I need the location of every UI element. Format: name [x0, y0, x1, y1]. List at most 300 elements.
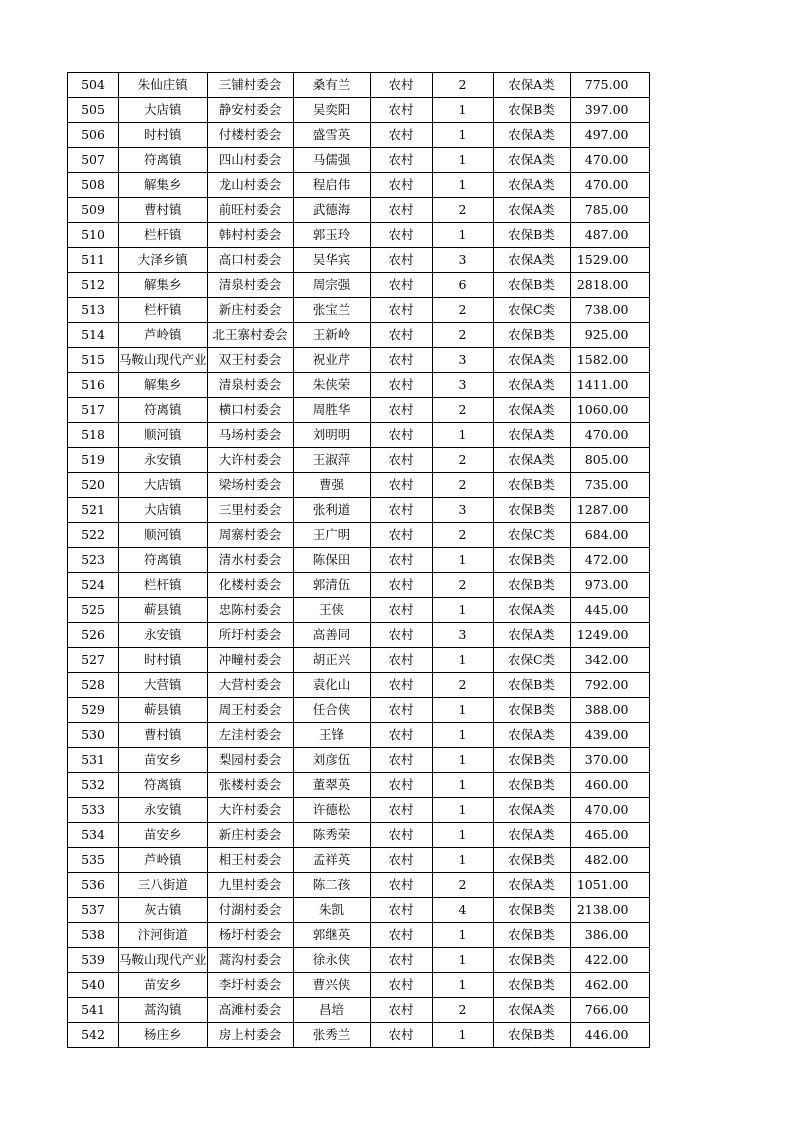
row-number-cell: 520 [68, 473, 119, 498]
township-cell: 永安镇 [119, 448, 208, 473]
person-name-cell: 许德松 [293, 798, 370, 823]
insurance-category-cell: 农保B类 [493, 898, 570, 923]
amount-cell: 460.00 [570, 773, 649, 798]
person-name-cell: 陈二孩 [293, 873, 370, 898]
household-size-cell: 3 [432, 498, 493, 523]
amount-cell: 370.00 [570, 748, 649, 773]
area-type-cell: 农村 [370, 123, 432, 148]
township-cell: 符离镇 [119, 548, 208, 573]
person-name-cell: 袁化山 [293, 673, 370, 698]
area-type-cell: 农村 [370, 398, 432, 423]
relief-roster-table [67, 72, 650, 1048]
table-row [68, 998, 650, 1023]
area-type-cell: 农村 [370, 348, 432, 373]
household-size-cell: 2 [432, 323, 493, 348]
household-size-cell: 1 [432, 648, 493, 673]
row-number-cell: 513 [68, 298, 119, 323]
table-row [68, 73, 650, 98]
village-committee-cell: 新庄村委会 [207, 823, 293, 848]
table-row [68, 898, 650, 923]
township-cell: 蕲县镇 [119, 698, 208, 723]
insurance-category-cell: 农保C类 [493, 523, 570, 548]
household-size-cell: 2 [432, 523, 493, 548]
person-name-cell: 董翠英 [293, 773, 370, 798]
person-name-cell: 张宝兰 [293, 298, 370, 323]
row-number-cell: 516 [68, 373, 119, 398]
area-type-cell: 农村 [370, 748, 432, 773]
person-name-cell: 昌培 [293, 998, 370, 1023]
amount-cell: 397.00 [570, 98, 649, 123]
household-size-cell: 2 [432, 398, 493, 423]
village-committee-cell: 张楼村委会 [207, 773, 293, 798]
table-row [68, 323, 650, 348]
township-cell: 时村镇 [119, 123, 208, 148]
person-name-cell: 周胜华 [293, 398, 370, 423]
village-committee-cell: 清泉村委会 [207, 273, 293, 298]
table-row [68, 823, 650, 848]
insurance-category-cell: 农保B类 [493, 498, 570, 523]
village-committee-cell: 三铺村委会 [207, 73, 293, 98]
row-number-cell: 509 [68, 198, 119, 223]
household-size-cell: 1 [432, 598, 493, 623]
person-name-cell: 王侠 [293, 598, 370, 623]
household-size-cell: 1 [432, 748, 493, 773]
amount-cell: 1249.00 [570, 623, 649, 648]
row-number-cell: 518 [68, 423, 119, 448]
village-committee-cell: 相王村委会 [207, 848, 293, 873]
area-type-cell: 农村 [370, 798, 432, 823]
table-row [68, 973, 650, 998]
person-name-cell: 吴奕阳 [293, 98, 370, 123]
row-number-cell: 539 [68, 948, 119, 973]
area-type-cell: 农村 [370, 923, 432, 948]
amount-cell: 462.00 [570, 973, 649, 998]
township-cell: 顺河镇 [119, 523, 208, 548]
person-name-cell: 王广明 [293, 523, 370, 548]
table-row [68, 373, 650, 398]
row-number-cell: 522 [68, 523, 119, 548]
village-committee-cell: 周寨村委会 [207, 523, 293, 548]
household-size-cell: 1 [432, 423, 493, 448]
household-size-cell: 1 [432, 773, 493, 798]
insurance-category-cell: 农保B类 [493, 273, 570, 298]
person-name-cell: 周宗强 [293, 273, 370, 298]
household-size-cell: 2 [432, 998, 493, 1023]
insurance-category-cell: 农保B类 [493, 548, 570, 573]
area-type-cell: 农村 [370, 898, 432, 923]
village-committee-cell: 大许村委会 [207, 798, 293, 823]
table-row [68, 673, 650, 698]
table-row [68, 398, 650, 423]
row-number-cell: 510 [68, 223, 119, 248]
row-number-cell: 524 [68, 573, 119, 598]
amount-cell: 1060.00 [570, 398, 649, 423]
area-type-cell: 农村 [370, 473, 432, 498]
township-cell: 大店镇 [119, 473, 208, 498]
village-committee-cell: 杨圩村委会 [207, 923, 293, 948]
table-row [68, 723, 650, 748]
village-committee-cell: 三里村委会 [207, 498, 293, 523]
insurance-category-cell: 农保B类 [493, 223, 570, 248]
household-size-cell: 1 [432, 723, 493, 748]
household-size-cell: 1 [432, 173, 493, 198]
household-size-cell: 3 [432, 623, 493, 648]
area-type-cell: 农村 [370, 698, 432, 723]
amount-cell: 775.00 [570, 73, 649, 98]
person-name-cell: 刘明明 [293, 423, 370, 448]
household-size-cell: 2 [432, 673, 493, 698]
village-committee-cell: 李圩村委会 [207, 973, 293, 998]
amount-cell: 482.00 [570, 848, 649, 873]
household-size-cell: 2 [432, 198, 493, 223]
area-type-cell: 农村 [370, 498, 432, 523]
amount-cell: 465.00 [570, 823, 649, 848]
row-number-cell: 507 [68, 148, 119, 173]
village-committee-cell: 横口村委会 [207, 398, 293, 423]
amount-cell: 1287.00 [570, 498, 649, 523]
table-row [68, 123, 650, 148]
amount-cell: 925.00 [570, 323, 649, 348]
person-name-cell: 盛雪英 [293, 123, 370, 148]
township-cell: 大营镇 [119, 673, 208, 698]
person-name-cell: 郭继英 [293, 923, 370, 948]
person-name-cell: 祝业芹 [293, 348, 370, 373]
insurance-category-cell: 农保A类 [493, 73, 570, 98]
row-number-cell: 535 [68, 848, 119, 873]
village-committee-cell: 化楼村委会 [207, 573, 293, 598]
village-committee-cell: 梨园村委会 [207, 748, 293, 773]
household-size-cell: 1 [432, 798, 493, 823]
township-cell: 栏杆镇 [119, 573, 208, 598]
person-name-cell: 陈秀荣 [293, 823, 370, 848]
person-name-cell: 曹强 [293, 473, 370, 498]
insurance-category-cell: 农保B类 [493, 573, 570, 598]
row-number-cell: 517 [68, 398, 119, 423]
table-row [68, 248, 650, 273]
table-body [68, 73, 650, 1048]
amount-cell: 735.00 [570, 473, 649, 498]
village-committee-cell: 付湖村委会 [207, 898, 293, 923]
insurance-category-cell: 农保A类 [493, 448, 570, 473]
village-committee-cell: 付楼村委会 [207, 123, 293, 148]
township-cell: 永安镇 [119, 623, 208, 648]
household-size-cell: 1 [432, 923, 493, 948]
insurance-category-cell: 农保A类 [493, 398, 570, 423]
area-type-cell: 农村 [370, 773, 432, 798]
table-row [68, 173, 650, 198]
insurance-category-cell: 农保A类 [493, 998, 570, 1023]
row-number-cell: 532 [68, 773, 119, 798]
household-size-cell: 2 [432, 573, 493, 598]
table-row [68, 848, 650, 873]
amount-cell: 738.00 [570, 298, 649, 323]
village-committee-cell: 前旺村委会 [207, 198, 293, 223]
household-size-cell: 2 [432, 873, 493, 898]
area-type-cell: 农村 [370, 98, 432, 123]
person-name-cell: 王锋 [293, 723, 370, 748]
township-cell: 解集乡 [119, 273, 208, 298]
area-type-cell: 农村 [370, 823, 432, 848]
table-row [68, 523, 650, 548]
township-cell: 大店镇 [119, 98, 208, 123]
row-number-cell: 515 [68, 348, 119, 373]
area-type-cell: 农村 [370, 273, 432, 298]
township-cell: 大店镇 [119, 498, 208, 523]
area-type-cell: 农村 [370, 198, 432, 223]
person-name-cell: 郭清伍 [293, 573, 370, 598]
row-number-cell: 531 [68, 748, 119, 773]
person-name-cell: 徐永侠 [293, 948, 370, 973]
amount-cell: 470.00 [570, 148, 649, 173]
table-row [68, 273, 650, 298]
insurance-category-cell: 农保B类 [493, 923, 570, 948]
row-number-cell: 542 [68, 1023, 119, 1048]
insurance-category-cell: 农保B类 [493, 848, 570, 873]
amount-cell: 472.00 [570, 548, 649, 573]
household-size-cell: 2 [432, 73, 493, 98]
table-row [68, 698, 650, 723]
person-name-cell: 刘彦伍 [293, 748, 370, 773]
area-type-cell: 农村 [370, 948, 432, 973]
amount-cell: 470.00 [570, 798, 649, 823]
household-size-cell: 1 [432, 1023, 493, 1048]
table-row [68, 423, 650, 448]
township-cell: 朱仙庄镇 [119, 73, 208, 98]
township-cell: 时村镇 [119, 648, 208, 673]
household-size-cell: 1 [432, 98, 493, 123]
amount-cell: 470.00 [570, 423, 649, 448]
household-size-cell: 2 [432, 448, 493, 473]
insurance-category-cell: 农保C类 [493, 648, 570, 673]
person-name-cell: 马儒强 [293, 148, 370, 173]
insurance-category-cell: 农保B类 [493, 948, 570, 973]
village-committee-cell: 新庄村委会 [207, 298, 293, 323]
amount-cell: 684.00 [570, 523, 649, 548]
person-name-cell: 胡正兴 [293, 648, 370, 673]
township-cell: 曹村镇 [119, 198, 208, 223]
village-committee-cell: 所圩村委会 [207, 623, 293, 648]
area-type-cell: 农村 [370, 1023, 432, 1048]
township-cell: 栏杆镇 [119, 223, 208, 248]
amount-cell: 785.00 [570, 198, 649, 223]
village-committee-cell: 梁场村委会 [207, 473, 293, 498]
insurance-category-cell: 农保B类 [493, 973, 570, 998]
area-type-cell: 农村 [370, 323, 432, 348]
table-row [68, 748, 650, 773]
row-number-cell: 537 [68, 898, 119, 923]
table-row [68, 873, 650, 898]
insurance-category-cell: 农保A类 [493, 348, 570, 373]
insurance-category-cell: 农保A类 [493, 598, 570, 623]
row-number-cell: 529 [68, 698, 119, 723]
row-number-cell: 533 [68, 798, 119, 823]
table-row [68, 1023, 650, 1048]
household-size-cell: 6 [432, 273, 493, 298]
insurance-category-cell: 农保B类 [493, 1023, 570, 1048]
insurance-category-cell: 农保A类 [493, 148, 570, 173]
person-name-cell: 陈保田 [293, 548, 370, 573]
area-type-cell: 农村 [370, 623, 432, 648]
row-number-cell: 514 [68, 323, 119, 348]
township-cell: 芦岭镇 [119, 848, 208, 873]
row-number-cell: 530 [68, 723, 119, 748]
row-number-cell: 512 [68, 273, 119, 298]
row-number-cell: 508 [68, 173, 119, 198]
household-size-cell: 3 [432, 348, 493, 373]
insurance-category-cell: 农保A类 [493, 373, 570, 398]
household-size-cell: 1 [432, 698, 493, 723]
area-type-cell: 农村 [370, 73, 432, 98]
area-type-cell: 农村 [370, 648, 432, 673]
township-cell: 曹村镇 [119, 723, 208, 748]
village-committee-cell: 双王村委会 [207, 348, 293, 373]
row-number-cell: 511 [68, 248, 119, 273]
amount-cell: 1411.00 [570, 373, 649, 398]
insurance-category-cell: 农保B类 [493, 98, 570, 123]
insurance-category-cell: 农保A类 [493, 723, 570, 748]
township-cell: 解集乡 [119, 373, 208, 398]
insurance-category-cell: 农保B类 [493, 473, 570, 498]
table-row [68, 548, 650, 573]
area-type-cell: 农村 [370, 998, 432, 1023]
row-number-cell: 504 [68, 73, 119, 98]
person-name-cell: 王新岭 [293, 323, 370, 348]
area-type-cell: 农村 [370, 248, 432, 273]
row-number-cell: 519 [68, 448, 119, 473]
row-number-cell: 538 [68, 923, 119, 948]
household-size-cell: 3 [432, 248, 493, 273]
township-cell: 大泽乡镇 [119, 248, 208, 273]
area-type-cell: 农村 [370, 448, 432, 473]
area-type-cell: 农村 [370, 548, 432, 573]
household-size-cell: 3 [432, 373, 493, 398]
table-row [68, 498, 650, 523]
village-committee-cell: 高口村委会 [207, 248, 293, 273]
village-committee-cell: 清泉村委会 [207, 373, 293, 398]
table-row [68, 948, 650, 973]
township-cell: 三八街道 [119, 873, 208, 898]
township-cell: 解集乡 [119, 173, 208, 198]
table-row [68, 98, 650, 123]
amount-cell: 2138.00 [570, 898, 649, 923]
area-type-cell: 农村 [370, 148, 432, 173]
insurance-category-cell: 农保A类 [493, 798, 570, 823]
amount-cell: 497.00 [570, 123, 649, 148]
area-type-cell: 农村 [370, 373, 432, 398]
household-size-cell: 1 [432, 973, 493, 998]
household-size-cell: 2 [432, 298, 493, 323]
table-row [68, 773, 650, 798]
village-committee-cell: 马场村委会 [207, 423, 293, 448]
insurance-category-cell: 农保B类 [493, 773, 570, 798]
township-cell: 符离镇 [119, 398, 208, 423]
village-committee-cell: 高滩村委会 [207, 998, 293, 1023]
township-cell: 苗安乡 [119, 973, 208, 998]
amount-cell: 792.00 [570, 673, 649, 698]
amount-cell: 422.00 [570, 948, 649, 973]
person-name-cell: 朱凯 [293, 898, 370, 923]
amount-cell: 1582.00 [570, 348, 649, 373]
amount-cell: 766.00 [570, 998, 649, 1023]
village-committee-cell: 房上村委会 [207, 1023, 293, 1048]
village-committee-cell: 九里村委会 [207, 873, 293, 898]
amount-cell: 446.00 [570, 1023, 649, 1048]
area-type-cell: 农村 [370, 598, 432, 623]
person-name-cell: 程启伟 [293, 173, 370, 198]
insurance-category-cell: 农保A类 [493, 823, 570, 848]
table-row [68, 798, 650, 823]
table-row [68, 448, 650, 473]
person-name-cell: 王淑萍 [293, 448, 370, 473]
household-size-cell: 1 [432, 223, 493, 248]
table-row [68, 223, 650, 248]
village-committee-cell: 蒿沟村委会 [207, 948, 293, 973]
person-name-cell: 高善同 [293, 623, 370, 648]
insurance-category-cell: 农保B类 [493, 748, 570, 773]
household-size-cell: 1 [432, 848, 493, 873]
amount-cell: 973.00 [570, 573, 649, 598]
amount-cell: 342.00 [570, 648, 649, 673]
township-cell: 汴河街道 [119, 923, 208, 948]
household-size-cell: 1 [432, 123, 493, 148]
area-type-cell: 农村 [370, 973, 432, 998]
amount-cell: 2818.00 [570, 273, 649, 298]
person-name-cell: 孟祥英 [293, 848, 370, 873]
township-cell: 顺河镇 [119, 423, 208, 448]
area-type-cell: 农村 [370, 298, 432, 323]
table-row [68, 298, 650, 323]
person-name-cell: 郭玉玲 [293, 223, 370, 248]
household-size-cell: 4 [432, 898, 493, 923]
area-type-cell: 农村 [370, 423, 432, 448]
row-number-cell: 541 [68, 998, 119, 1023]
household-size-cell: 1 [432, 148, 493, 173]
township-cell: 杨庄乡 [119, 1023, 208, 1048]
insurance-category-cell: 农保B类 [493, 698, 570, 723]
village-committee-cell: 韩村村委会 [207, 223, 293, 248]
village-committee-cell: 龙山村委会 [207, 173, 293, 198]
row-number-cell: 527 [68, 648, 119, 673]
row-number-cell: 534 [68, 823, 119, 848]
person-name-cell: 朱侠荣 [293, 373, 370, 398]
area-type-cell: 农村 [370, 873, 432, 898]
village-committee-cell: 四山村委会 [207, 148, 293, 173]
village-committee-cell: 北王寨村委会 [207, 323, 293, 348]
area-type-cell: 农村 [370, 173, 432, 198]
township-cell: 苗安乡 [119, 748, 208, 773]
amount-cell: 1529.00 [570, 248, 649, 273]
area-type-cell: 农村 [370, 573, 432, 598]
area-type-cell: 农村 [370, 673, 432, 698]
amount-cell: 470.00 [570, 173, 649, 198]
amount-cell: 386.00 [570, 923, 649, 948]
insurance-category-cell: 农保B类 [493, 673, 570, 698]
insurance-category-cell: 农保A类 [493, 123, 570, 148]
amount-cell: 445.00 [570, 598, 649, 623]
village-committee-cell: 清水村委会 [207, 548, 293, 573]
amount-cell: 1051.00 [570, 873, 649, 898]
row-number-cell: 506 [68, 123, 119, 148]
row-number-cell: 523 [68, 548, 119, 573]
table-row [68, 198, 650, 223]
table-row [68, 473, 650, 498]
insurance-category-cell: 农保A类 [493, 198, 570, 223]
insurance-category-cell: 农保A类 [493, 423, 570, 448]
table-row [68, 923, 650, 948]
village-committee-cell: 左洼村委会 [207, 723, 293, 748]
village-committee-cell: 周王村委会 [207, 698, 293, 723]
village-committee-cell: 大许村委会 [207, 448, 293, 473]
